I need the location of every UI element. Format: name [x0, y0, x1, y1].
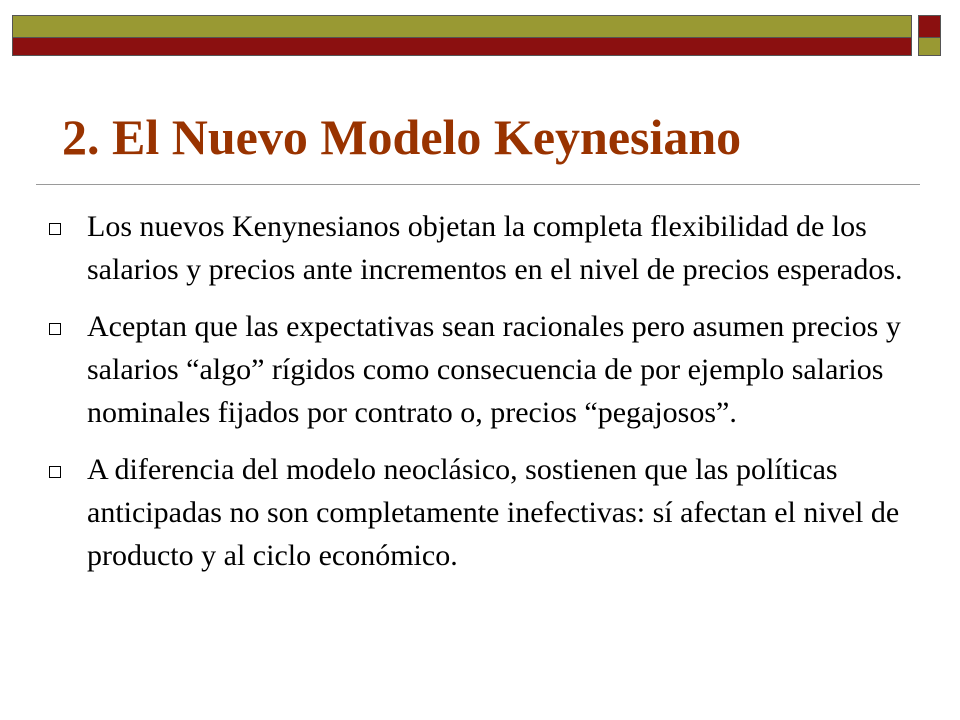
hollow-square-bullet-icon — [49, 323, 61, 335]
header-square-red — [918, 15, 941, 38]
slide-title: 2. El Nuevo Modelo Keynesiano — [62, 109, 742, 165]
bullet-text: A diferencia del modelo neoclásico, sostienen que las políticas anticipadas no son completamente inefectivas: sí afectan el nivel de producto y al ciclo económico. — [87, 453, 900, 572]
bullet-item — [40, 205, 930, 291]
header-square-olive — [918, 38, 941, 56]
bullet-text: Los nuevos Kenynesianos objetan la completa flexibilidad de los salarios y precios ante incrementos en el nivel de precios esperados. — [87, 210, 903, 286]
bullet-item — [40, 305, 930, 434]
hollow-square-bullet-icon — [49, 466, 61, 478]
bullet-text: Aceptan que las expectativas sean racionales pero asumen precios y salarios “algo” rígidos como consecuencia de por ejemplo salarios nominales fijados por contrato o, precios “pegajosos”. — [87, 310, 901, 429]
title-divider — [36, 184, 920, 185]
header-bar-red — [12, 38, 912, 56]
header-bar-olive — [12, 15, 912, 38]
bullet-list — [40, 205, 930, 591]
hollow-square-bullet-icon — [49, 223, 61, 235]
bullet-item — [40, 448, 930, 577]
